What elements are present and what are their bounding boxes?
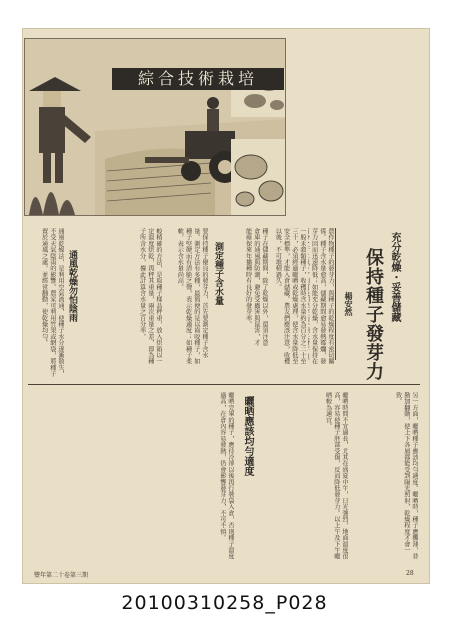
- article-headline: 保持種子發芽力: [363, 248, 384, 381]
- image-identifier: 20100310258_P028: [121, 592, 328, 614]
- text-column-8: 曬晒時間不宜過長，尤其在盛夏中午，日光強烈，地面溫度很高，容易使種子胚部受傷，反而降低發芽力。以上午及下午曬晒較為適宜。: [324, 392, 348, 560]
- text-column-3: 種子在儲藏期間，除了乾燥以外，還須注意倉庫的通風與防潮，避免受蟲害與鼠害，才能確保來年播種時有良好的發芽率。: [244, 228, 268, 346]
- text-column-5: 較精確的方法，是取種子樣品秤重，放入烘箱以一定溫度烘乾，再秤其重量，兩次重量之差，即為種子所含水分，據此計算含水量之百分率。: [138, 228, 162, 365]
- text-column-6: 通風乾燥法，是利用空氣流通，使種子水分逐漸散失，不受天氣陰雨的影響。農家可利用竹架或網袋，將種子置於通風之處，並經常翻動，使乾燥均勻。: [40, 228, 64, 377]
- farm-scene-illustration: [25, 39, 285, 215]
- folio-issue: 豐年第二十卷第三期: [34, 572, 89, 579]
- column-divider: [28, 384, 420, 385]
- section-heading-measure: 測定種子含水量: [213, 242, 223, 305]
- folio-page-number: 28: [406, 570, 414, 577]
- text-column-2: 一般禾穀類種子，收穫時含水量約為百分之二十至三十，必須經過曬晒或乾燥處理，使含水量降低至安全標準，才能入倉儲藏。農友們應該注意，收穫以後，不可堆積過久。: [274, 228, 306, 365]
- banner-illustration: [24, 38, 286, 216]
- section-heading-air: 通風乾燥勿怕陰雨: [67, 250, 77, 322]
- text-column-1: 農作物種子的發芽力，與種子的乾燥程度有密切關係。種子含水量愈高，儲藏期間愈易發熱霉爛，發芽力因而迅速降低；如能充分乾燥，含水量保持在: [310, 228, 334, 365]
- text-column-4: 要保持種子優良的發芽力，首先要測定種子含水量。測定方法有多種，最簡便的是以齒咬種子，如種子堅硬而有清脆之聲，表示乾燥適度；如種子柔軟，表示含水量尚高。: [176, 228, 208, 365]
- headline-divider: [335, 228, 336, 360]
- article-byline: 楊安然: [344, 292, 354, 316]
- grain-seed-illustration: [231, 69, 285, 215]
- banner-title: 綜合技術栽培: [112, 68, 284, 90]
- text-column-9: 曬晒完畢的種子，應待冷卻以後再行裝袋入倉，否則種子溫度過高，在倉內容易發熱，仍會影響發芽力，不可不慎。: [218, 392, 234, 560]
- section-heading-sun: 曬晒應該均勻適度: [242, 396, 253, 476]
- article-kicker: 充分乾燥・妥善儲藏: [389, 232, 400, 322]
- text-column-7: 另一方面，曬晒種子應該均勻適度。曬晒時，種子應攤薄，並勤加翻動，使上下各層都能受到陽光照射，乾燥程度才會一致。: [394, 392, 418, 560]
